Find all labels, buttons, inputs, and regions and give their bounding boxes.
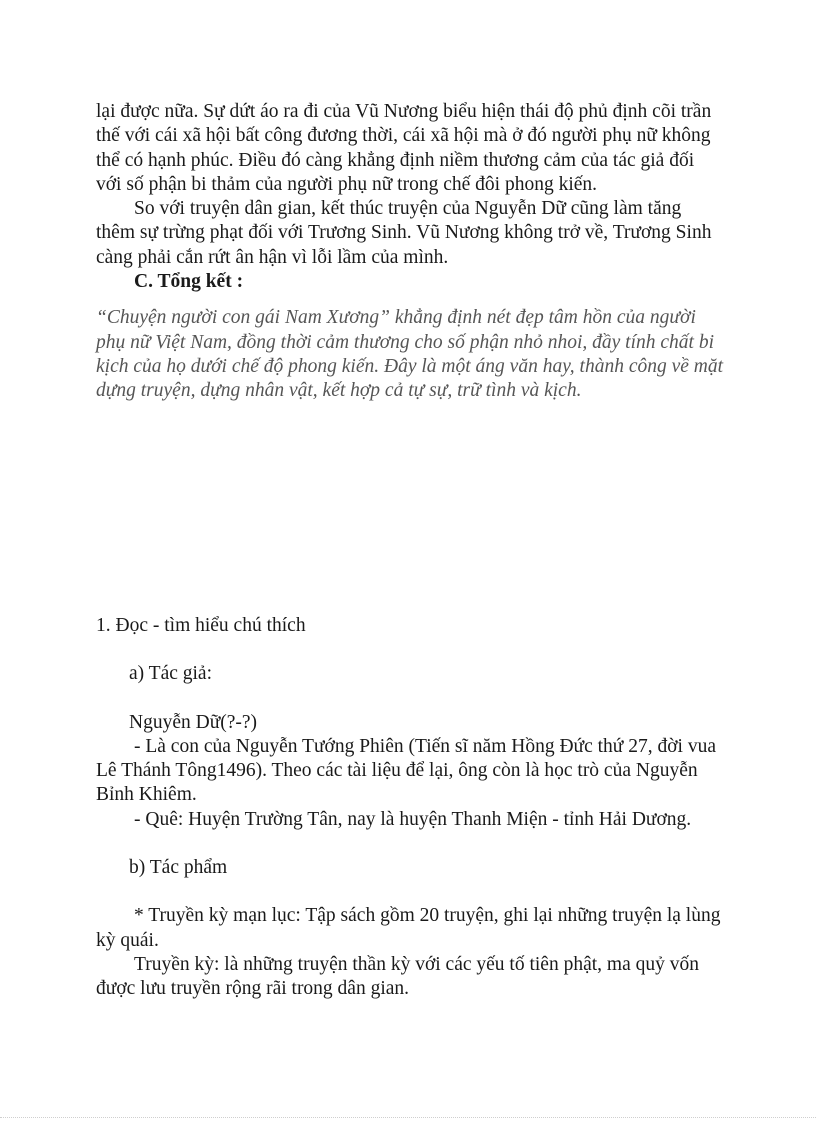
section-heading-summary: C. Tổng kết :: [134, 271, 244, 293]
summary-paragraph: “Chuyện người con gái Nam Xương” khẳng định nét đẹp tâm hồn của người phụ nữ Việt Nam, đồng thời cảm thương cho số phận nhỏ nhoi, đầy tính chất bi kịch của họ dưới chế độ phong kiến. Đây là một áng văn hay, thành công về mặt dựng truyện, dựng nhân vật, kết hợp cả tự sự, trữ tình và kịch.: [96, 307, 724, 402]
work-detail: * Truyền kỳ mạn lục: Tập sách gồm 20 truyện, ghi lại những truyện lạ lùng kỳ quái.: [96, 905, 721, 951]
author-hometown: - Quê: Huyện Trường Tân, nay là huyện Thanh Miện - tỉnh Hải Dương.: [134, 808, 692, 830]
page-bottom-divider: [0, 1117, 816, 1118]
author-detail: - Là con của Nguyễn Tướng Phiên (Tiến sĩ năm Hồng Đức thứ 27, đời vua Lê Thánh Tông1496). Theo các tài liệu để lại, ông còn là học trò của Nguyễn Bỉnh Khiêm.: [96, 735, 717, 806]
document-page-top: [96, 100, 724, 404]
section-title: 1. Đọc - tìm hiểu chú thích: [96, 615, 306, 636]
body-paragraph: lại được nữa. Sự dứt áo ra đi của Vũ Nương biểu hiện thái độ phủ định cõi trần thế với cái xã hội bất công đương thời, cái xã hội mà ở đó người phụ nữ không thể có hạnh phúc. Điều đó càng khẳng định niềm thương cảm của tác giả đối với số phận bi thảm của người phụ nữ trong chế đôi phong kiến.: [96, 101, 712, 195]
document-section-notes: [96, 614, 724, 1002]
work-definition: Truyền kỳ: là những truyện thần kỳ với các yếu tố tiên phật, ma quỷ vốn được lưu truyền rộng rãi trong dân gian.: [96, 953, 699, 1000]
work-heading: b) Tác phẩm: [129, 857, 228, 879]
author-heading: a) Tác giả:: [129, 663, 213, 685]
body-paragraph: So với truyện dân gian, kết thúc truyện của Nguyễn Dữ cũng làm tăng thêm sự trừng phạt đối với Trương Sinh. Vũ Nương không trở về, Trương Sinh càng phải cắn rứt ân hận vì lỗi lầm của mình.: [96, 198, 712, 268]
author-name: Nguyễn Dữ(?-?): [129, 711, 258, 733]
